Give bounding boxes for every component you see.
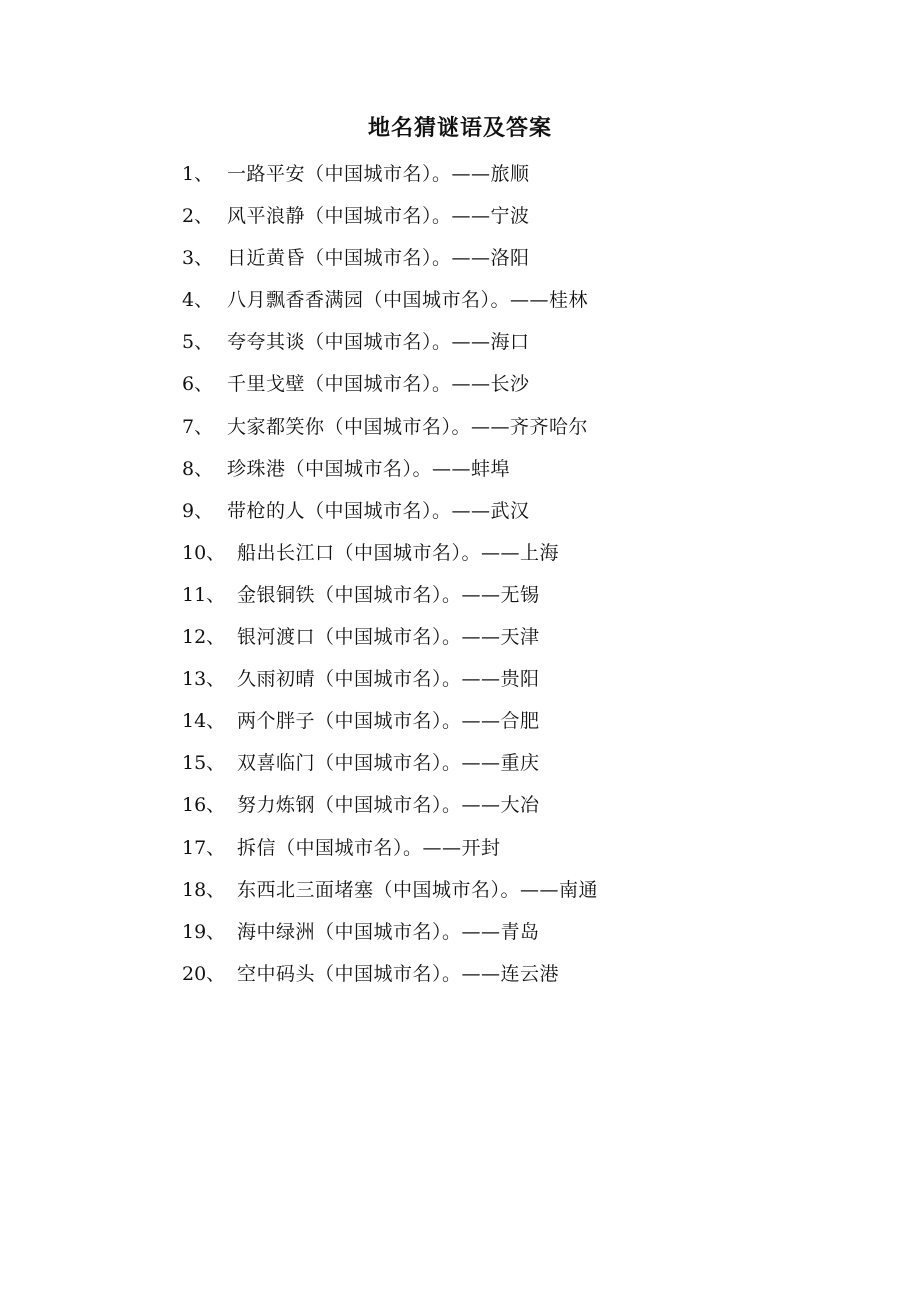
list-item [182, 955, 822, 997]
list-item [182, 744, 822, 786]
item-number: 1、 [182, 163, 214, 185]
item-riddle-text: 拆信（中国城市名）。——开封 [237, 836, 501, 859]
document-title: 地名猜谜语及答案 [367, 115, 552, 141]
list-item [182, 492, 822, 534]
item-riddle-text: 银河渡口（中国城市名）。——天津 [237, 626, 540, 649]
list-item [182, 913, 822, 955]
item-riddle-text: 两个胖子（中国城市名）。——合肥 [237, 710, 540, 733]
list-item [182, 365, 822, 407]
list-item [182, 702, 822, 744]
item-riddle-text: 空中码头（中国城市名）。——连云港 [237, 962, 560, 985]
item-number: 10、 [182, 541, 226, 564]
list-item [182, 534, 822, 576]
item-number: 18、 [182, 878, 226, 901]
item-number: 7、 [182, 415, 214, 438]
list-item [182, 155, 822, 197]
item-number: 17、 [182, 836, 226, 859]
item-number: 19、 [182, 920, 226, 943]
item-riddle-text: 日近黄昏（中国城市名）。——洛阳 [227, 247, 530, 270]
item-number: 5、 [182, 331, 214, 354]
item-number: 15、 [182, 752, 226, 775]
item-riddle-text: 双喜临门（中国城市名）。——重庆 [237, 752, 540, 775]
list-item [182, 281, 822, 323]
list-item [182, 660, 822, 702]
item-number: 12、 [182, 626, 226, 649]
item-riddle-text: 久雨初晴（中国城市名）。——贵阳 [237, 668, 540, 691]
item-riddle-text: 夸夸其谈（中国城市名）。——海口 [227, 331, 530, 354]
item-riddle-text: 船出长江口（中国城市名）。——上海 [237, 541, 560, 564]
item-number: 3、 [182, 247, 214, 270]
riddle-list [182, 155, 822, 997]
item-number: 6、 [182, 373, 214, 396]
list-item [182, 576, 822, 618]
item-number: 16、 [182, 794, 226, 817]
item-riddle-text: 千里戈壁（中国城市名）。——长沙 [227, 373, 530, 396]
list-item [182, 197, 822, 239]
list-item [182, 239, 822, 281]
list-item [182, 618, 822, 660]
list-item [182, 408, 822, 450]
item-riddle-text: 大家都笑你（中国城市名）。——齐齐哈尔 [227, 415, 589, 438]
list-item [182, 323, 822, 365]
list-item [182, 871, 822, 913]
item-riddle-text: 珍珠港（中国城市名）。——蚌埠 [227, 457, 511, 480]
item-number: 4、 [182, 289, 214, 312]
item-riddle-text: 海中绿洲（中国城市名）。——青岛 [237, 920, 540, 943]
item-riddle-text: 努力炼钢（中国城市名）。——大冶 [237, 794, 540, 817]
item-number: 9、 [182, 499, 214, 522]
item-riddle-text: 金银铜铁（中国城市名）。——无锡 [237, 583, 540, 606]
item-number: 2、 [182, 205, 214, 228]
item-riddle-text: 带枪的人（中国城市名）。——武汉 [227, 499, 530, 522]
list-item [182, 450, 822, 492]
item-riddle-text: 一路平安（中国城市名）。——旅顺 [227, 163, 530, 185]
item-riddle-text: 八月飘香香满园（中国城市名）。——桂林 [227, 289, 589, 312]
list-item [182, 829, 822, 871]
list-item [182, 786, 822, 828]
item-number: 11、 [182, 583, 226, 606]
item-number: 14、 [182, 710, 226, 733]
item-number: 20、 [182, 962, 226, 985]
item-riddle-text: 东西北三面堵塞（中国城市名）。——南通 [237, 878, 599, 901]
item-number: 13、 [182, 668, 226, 691]
item-number: 8、 [182, 457, 214, 480]
item-riddle-text: 风平浪静（中国城市名）。——宁波 [227, 205, 530, 228]
